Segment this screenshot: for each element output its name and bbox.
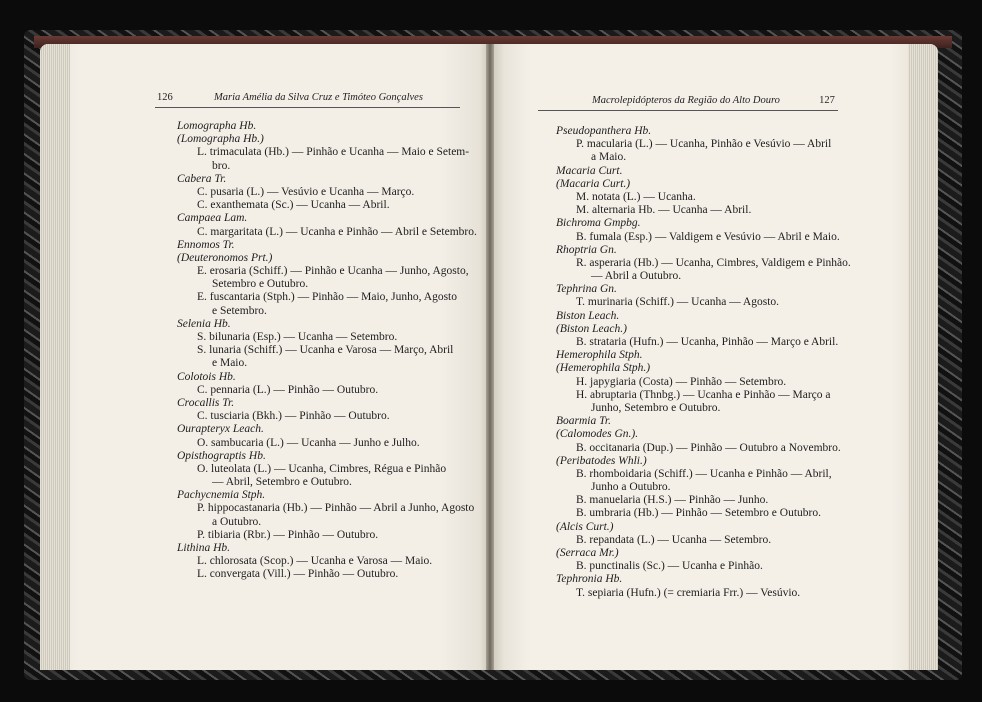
text-line: T. murinaria (Schiff.) — Ucanha — Agosto. [576, 296, 780, 309]
text-line: — Abril a Outubro. [591, 270, 682, 283]
text-line: C. tusciaria (Bkh.) — Pinhão — Outubro. [197, 410, 390, 423]
text-line: a Outubro. [212, 515, 262, 528]
text-line: Selenia Hb. [177, 317, 231, 330]
text-line: (Alcis Curt.) [556, 520, 614, 533]
text-line: Lomographa Hb. [177, 120, 257, 132]
text-line: Ennomos Tr. [177, 238, 235, 251]
text-line: B. strataria (Hufn.) — Ucanha, Pinhão — Março e Abril. [576, 336, 839, 348]
text-line: e Setembro. [212, 304, 267, 317]
text-line: B. umbraria (Hb.) — Pinhão — Setembro e Outubro. [576, 507, 821, 520]
text-line: Crocallis Tr. [177, 396, 235, 409]
text-line: Setembro e Outubro. [212, 278, 309, 291]
text-line: L. trimaculata (Hb.) — Pinhão e Ucanha — Maio e Setem- [197, 146, 470, 159]
text-line: Macaria Curt. [556, 164, 623, 177]
text-line: Biston Leach. [556, 309, 620, 322]
text-line: Junho a Outubro. [591, 481, 671, 494]
text-line: B. manuelaria (H.S.) — Pinhão — Junho. [576, 494, 769, 507]
text-line: P. hippocastanaria (Hb.) — Pinhão — Abril a Junho, Agosto [197, 502, 475, 515]
text-line: C. pusaria (L.) — Vesúvio e Ucanha — Março. [197, 185, 415, 198]
text-line: a Maio. [591, 151, 627, 164]
left-header-rule [155, 107, 460, 108]
text-line: B. occitanaria (Dup.) — Pinhão — Outubro a Novembro. [576, 441, 841, 454]
text-line: Ourapteryx Leach. [177, 423, 264, 436]
left-page-edges [40, 44, 70, 670]
book-gutter [486, 44, 494, 670]
text-line: Tephrina Gn. [556, 283, 617, 296]
text-line: (Hemerophila Stph.) [556, 362, 651, 375]
text-line: P. macularia (L.) — Ucanha, Pinhão e Vesúvio — Abril [576, 138, 832, 151]
text-line: Junho, Setembro e Outubro. [591, 401, 721, 414]
text-line: (Serraca Mr.) [556, 547, 619, 559]
text-line: — Abril, Setembro e Outubro. [212, 476, 352, 489]
right-page-header [592, 95, 835, 106]
left-page-text [177, 120, 477, 582]
text-line: Cabera Tr. [177, 172, 227, 185]
text-line: O. sambucaria (L.) — Ucanha — Junho e Julho. [197, 436, 420, 449]
text-line: T. sepiaria (Hufn.) (= cremiaria Frr.) — Vesúvio. [576, 586, 801, 599]
text-line: C. margaritata (L.) — Ucanha e Pinhão — Abril e Setembro. [197, 225, 477, 238]
text-line: Tephronia Hb. [556, 573, 623, 586]
text-line: P. tibiaria (Rbr.) — Pinhão — Outubro. [197, 528, 379, 541]
text-line: C. pennaria (L.) — Pinhão — Outubro. [197, 383, 379, 396]
text-line: Rhoptria Gn. [556, 243, 617, 256]
text-line: (Macaria Curt.) [556, 177, 631, 190]
left-running-title: Maria Amélia da Silva Cruz e Timóteo Gonçalves [214, 92, 423, 103]
text-line: Boarmia Tr. [556, 415, 611, 428]
text-line: B. rhomboidaria (Schiff.) — Ucanha e Pinhão — Abril, [576, 467, 832, 480]
text-line: H. abruptaria (Thnbg.) — Ucanha e Pinhão — Março a [576, 388, 831, 401]
text-line: (Biston Leach.) [556, 322, 627, 335]
left-page-header [157, 92, 423, 103]
right-page-number: 127 [819, 95, 835, 106]
left-page-number: 126 [157, 92, 173, 103]
text-line: S. lunaria (Schiff.) — Ucanha e Varosa — Março, Abril [197, 344, 454, 357]
text-line: S. bilunaria (Esp.) — Ucanha — Setembro. [197, 331, 398, 343]
text-line: L. convergata (Vill.) — Pinhão — Outubro. [197, 568, 399, 581]
text-line: Lithina Hb. [177, 542, 231, 554]
text-line: (Lomographa Hb.) [177, 133, 264, 146]
text-line: H. japygiaria (Costa) — Pinhão — Setembro. [576, 375, 787, 388]
text-line: Colotois Hb. [177, 370, 236, 383]
text-line: bro. [212, 159, 231, 172]
text-line: E. fuscantaria (Stph.) — Pinhão — Maio, Junho, Agosto [197, 291, 458, 304]
text-line: e Maio. [212, 357, 248, 370]
text-line: B. fumala (Esp.) — Valdigem e Vesúvio — Abril e Maio. [576, 230, 840, 243]
text-line: B. repandata (L.) — Ucanha — Setembro. [576, 533, 772, 546]
text-line: (Calomodes Gn.). [556, 428, 639, 441]
right-page-text [556, 125, 851, 600]
text-line: Pseudopanthera Hb. [556, 125, 652, 137]
text-line: O. luteolata (L.) — Ucanha, Cimbres, Régua e Pinhão [197, 462, 447, 475]
text-line: E. erosaria (Schiff.) — Pinhão e Ucanha — Junho, Agosto, [197, 265, 469, 278]
text-line: M. alternaria Hb. — Ucanha — Abril. [576, 204, 752, 217]
text-line: Opisthograptis Hb. [177, 449, 266, 462]
right-running-title: Macrolepidópteros da Região do Alto Douro [592, 95, 780, 106]
text-line: C. exanthemata (Sc.) — Ucanha — Abril. [197, 199, 390, 212]
text-line: M. notata (L.) — Ucanha. [576, 190, 696, 203]
text-line: B. punctinalis (Sc.) — Ucanha e Pinhão. [576, 560, 763, 573]
text-line: Bichroma Gmpbg. [556, 217, 641, 230]
text-line: (Peribatodes Whli.) [556, 454, 647, 467]
text-line: Campaea Lam. [177, 212, 248, 225]
text-line: R. asperaria (Hb.) — Ucanha, Cimbres, Valdigem e Pinhão. [576, 256, 851, 269]
text-line: Hemerophila Stph. [556, 349, 643, 362]
text-line: L. chlorosata (Scop.) — Ucanha e Varosa — Maio. [197, 555, 433, 568]
right-page-edges [908, 44, 938, 670]
text-line: (Deuteronomos Prt.) [177, 251, 273, 264]
right-header-rule [538, 110, 838, 111]
text-line: Pachycnemia Stph. [177, 489, 266, 502]
